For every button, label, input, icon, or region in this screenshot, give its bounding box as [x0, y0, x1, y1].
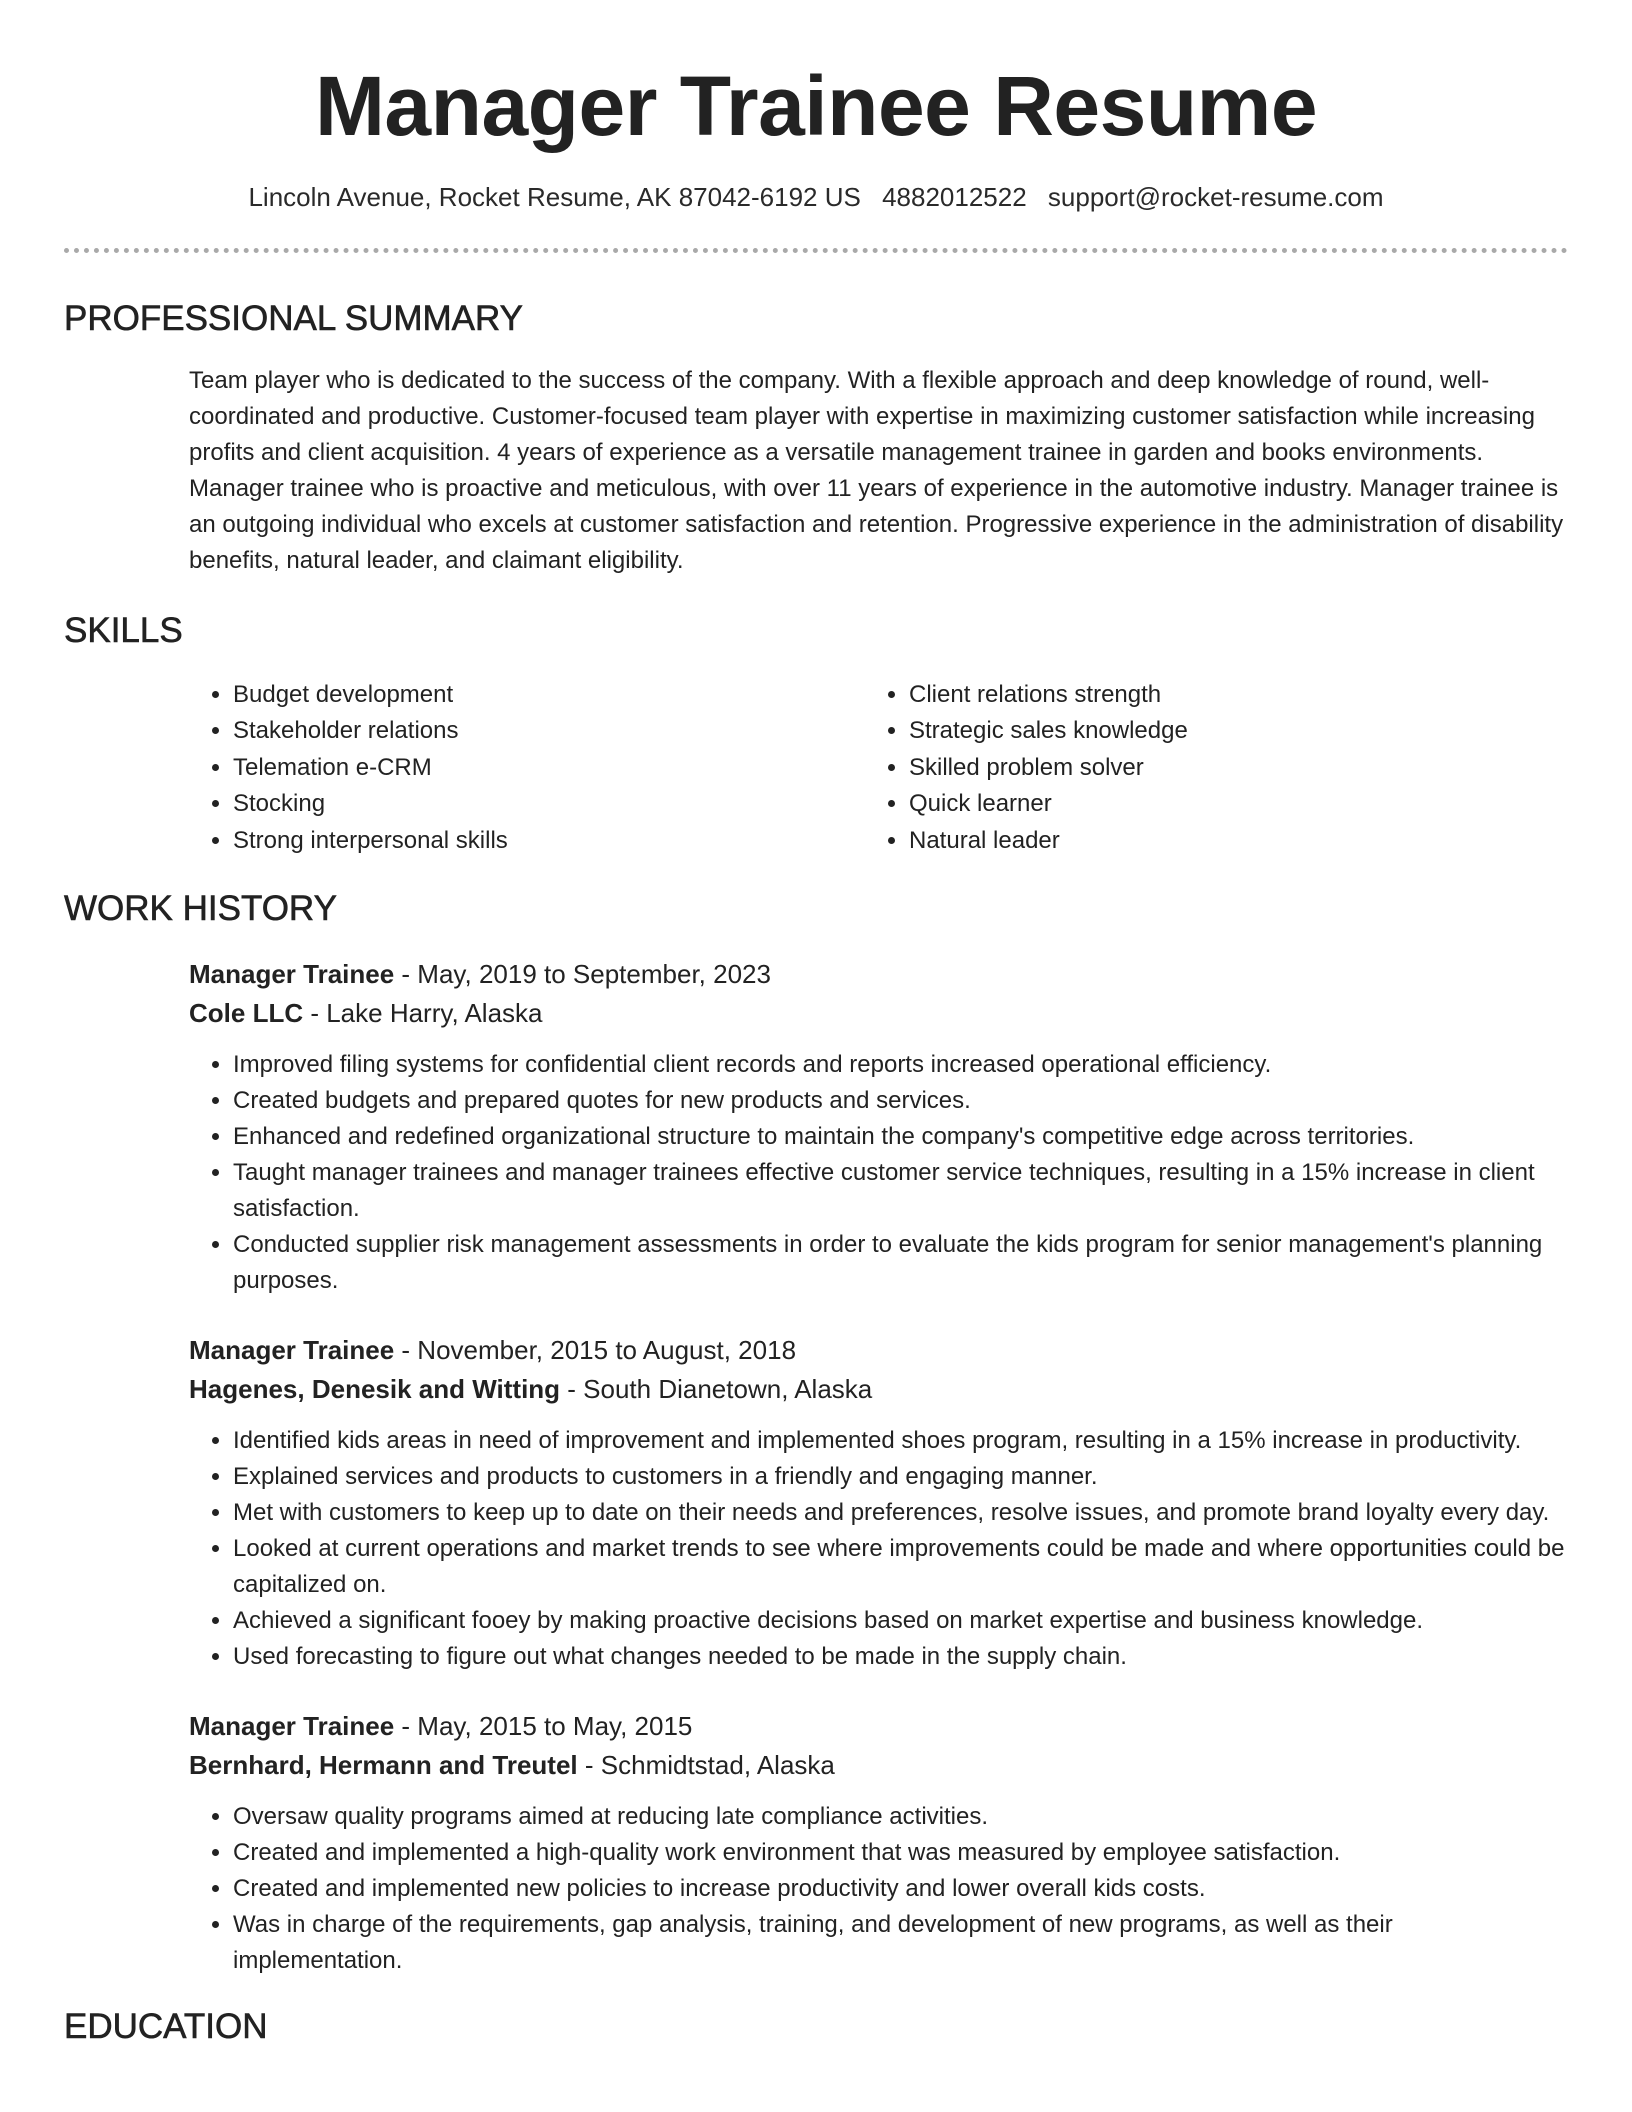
job-bullet: • Created and implemented new policies to increase productivity and lower overall kids costs.: [233, 1871, 1568, 1907]
job-bullet: • Looked at current operations and market trends to see where improvements could be made and where opportunities could be capitalized on.: [233, 1531, 1568, 1603]
job-company: Cole LLC: [189, 998, 304, 1029]
skill-item: • Strong interpersonal skills: [233, 823, 865, 859]
contact-line: [64, 180, 1568, 214]
education-section: [64, 2005, 1568, 2049]
job-title-line: [189, 1331, 1568, 1370]
job-entry: [189, 1331, 1568, 1675]
job-bullet: • Used forecasting to figure out what changes needed to be made in the supply chain.: [233, 1639, 1568, 1675]
job-dates: - May, 2019 to September, 2023: [394, 959, 771, 990]
skill-item: • Natural leader: [909, 823, 1541, 859]
job-bullet: • Created budgets and prepared quotes for new products and services.: [233, 1083, 1568, 1119]
summary-heading: PROFESSIONAL SUMMARY: [64, 299, 523, 338]
job-entry: [189, 1707, 1568, 1979]
skill-item: • Stakeholder relations: [233, 713, 865, 749]
job-title-line: [189, 1707, 1568, 1746]
job-bullet: • Explained services and products to customers in a friendly and engaging manner.: [233, 1459, 1568, 1495]
skills-columns: [189, 677, 1568, 859]
job-location: - Schmidtstad, Alaska: [577, 1750, 835, 1781]
job-bullets: [189, 1423, 1568, 1675]
job-bullet: • Enhanced and redefined organizational structure to maintain the company's competitive edge across territories.: [233, 1119, 1568, 1155]
contact-address: Lincoln Avenue, Rocket Resume, AK 87042-6192 US: [248, 182, 861, 212]
job-bullet: • Oversaw quality programs aimed at reducing late compliance activities.: [233, 1799, 1568, 1835]
skills-right-list: [865, 677, 1541, 859]
skill-item: • Stocking: [233, 786, 865, 822]
job-bullet: • Created and implemented a high-quality work environment that was measured by employee satisfaction.: [233, 1835, 1568, 1871]
job-location: - Lake Harry, Alaska: [303, 998, 543, 1029]
resume-title: Manager Trainee Resume: [314, 59, 1318, 153]
job-company-line: [189, 1746, 1568, 1785]
job-bullet: • Met with customers to keep up to date on their needs and preferences, resolve issues, and promote brand loyalty every day.: [233, 1495, 1568, 1531]
education-heading: EDUCATION: [64, 2007, 268, 2047]
skills-heading: SKILLS: [64, 611, 183, 650]
job-bullets: [189, 1047, 1568, 1299]
skill-item: • Budget development: [233, 677, 865, 713]
skills-section: [64, 609, 1568, 859]
job-title: Manager Trainee: [189, 1335, 395, 1366]
job-bullet: • Improved filing systems for confidential client records and reports increased operational efficiency.: [233, 1047, 1568, 1083]
job-bullet: • Taught manager trainees and manager trainees effective customer service techniques, resulting in a 15% increase in client satisfaction.: [233, 1155, 1568, 1227]
job-company-line: [189, 994, 1568, 1033]
job-company: Bernhard, Hermann and Treutel: [189, 1750, 578, 1781]
job-dates: - November, 2015 to August, 2018: [394, 1335, 797, 1366]
contact-phone: 4882012522: [882, 182, 1027, 212]
work-history-section: [64, 887, 1568, 1979]
job-bullet: • Achieved a significant fooey by making proactive decisions based on market expertise and business knowledge.: [233, 1603, 1568, 1639]
job-title: Manager Trainee: [189, 1711, 395, 1742]
summary-section: [64, 297, 1568, 579]
job-location: - South Dianetown, Alaska: [560, 1374, 873, 1405]
job-bullet: • Was in charge of the requirements, gap analysis, training, and development of new programs, as well as their implementation.: [233, 1907, 1568, 1979]
job-company-line: [189, 1370, 1568, 1409]
header-divider: [64, 248, 1568, 253]
job-bullet: • Conducted supplier risk management assessments in order to evaluate the kids program for senior management's planning purposes.: [233, 1227, 1568, 1299]
summary-text: Team player who is dedicated to the success of the company. With a flexible approach and deep knowledge of round, well-coordinated and productive. Customer-focused team player with expertise in maximizing customer satisfaction while increasing profits and client acquisition. 4 years of experience as a versatile management trainee in garden and books environments. Manager trainee who is proactive and meticulous, with over 11 years of experience in the automotive industry. Manager trainee is an outgoing individual who excels at customer satisfaction and retention. Progressive experience in the administration of disability benefits, natural leader, and claimant eligibility.: [189, 367, 1564, 574]
skill-item: • Skilled problem solver: [909, 750, 1541, 786]
job-entry: [189, 955, 1568, 1299]
skills-left-list: [189, 677, 865, 859]
job-company: Hagenes, Denesik and Witting: [189, 1374, 561, 1405]
work-history-heading: WORK HISTORY: [64, 889, 337, 929]
job-title-line: [189, 955, 1568, 994]
job-bullet: • Identified kids areas in need of improvement and implemented shoes program, resulting in a 15% increase in productivity.: [233, 1423, 1568, 1459]
job-title: Manager Trainee: [189, 959, 395, 990]
skill-item: • Strategic sales knowledge: [909, 713, 1541, 749]
job-dates: - May, 2015 to May, 2015: [394, 1711, 693, 1742]
contact-email: support@rocket-resume.com: [1047, 182, 1384, 212]
skill-item: • Client relations strength: [909, 677, 1541, 713]
skill-item: • Quick learner: [909, 786, 1541, 822]
skill-item: • Telemation e-CRM: [233, 750, 865, 786]
job-bullets: [189, 1799, 1568, 1979]
